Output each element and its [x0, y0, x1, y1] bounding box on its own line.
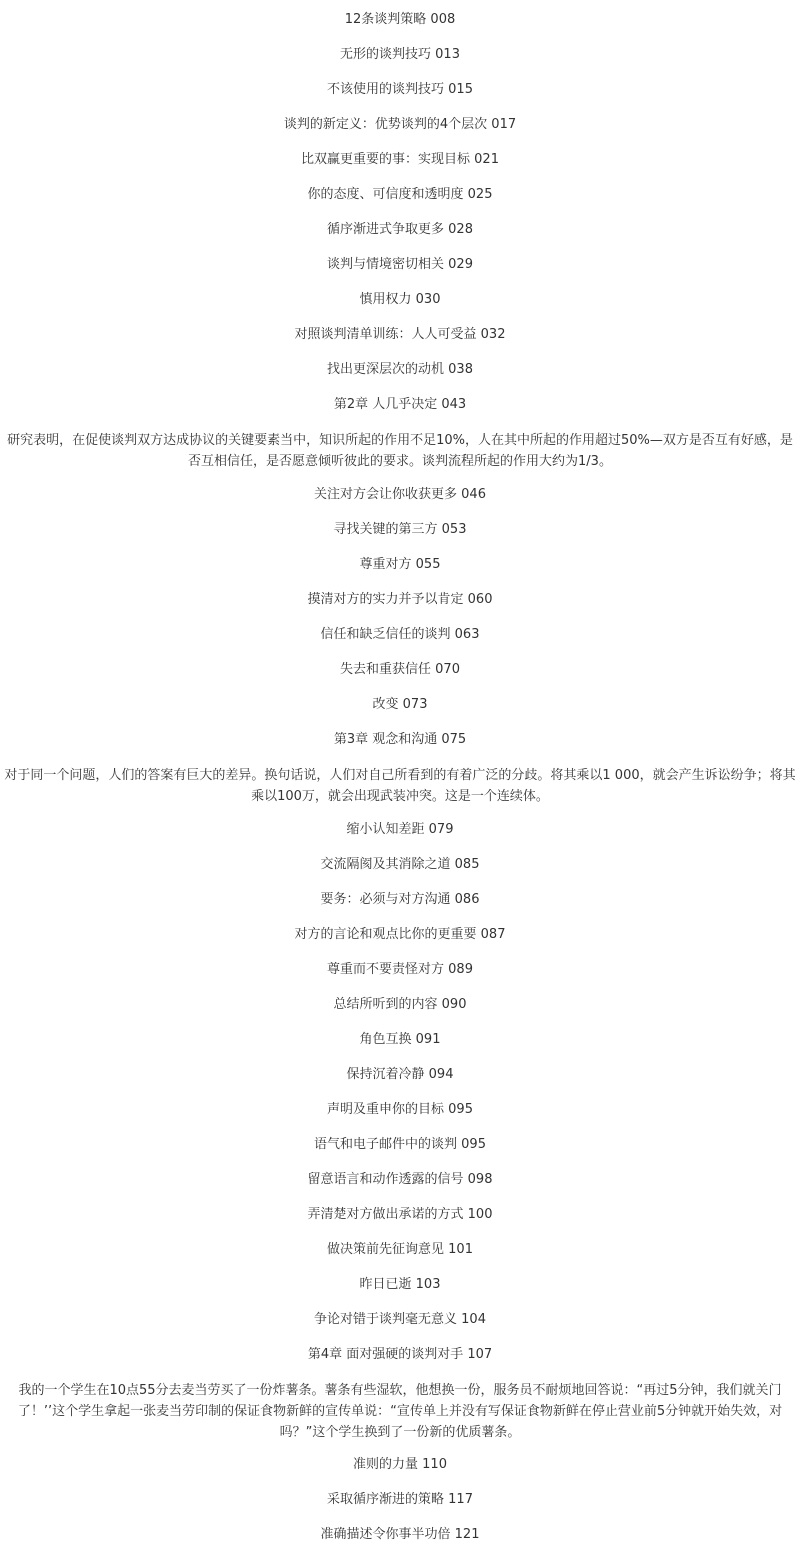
chapter-heading: 第3章 观念和沟通 075 [333, 732, 467, 747]
toc-entry: 弄清楚对方做出承诺的方式 100 [307, 1207, 493, 1222]
toc-entry: 你的态度、可信度和透明度 025 [307, 187, 493, 202]
toc-entry: 要务：必须与对方沟通 086 [320, 892, 480, 907]
toc-entry: 改变 073 [372, 697, 428, 712]
toc-entry: 语气和电子邮件中的谈判 095 [314, 1137, 486, 1152]
toc-entry: 失去和重获信任 070 [340, 662, 460, 677]
toc-entry: 关注对方会让你收获更多 046 [314, 487, 486, 502]
toc-entry: 准确描述令你事半功倍 121 [320, 1527, 480, 1542]
toc-entry: 尊重对方 055 [359, 557, 441, 572]
toc-entry: 对照谈判清单训练：人人可受益 032 [294, 327, 506, 342]
toc-entry: 摸清对方的实力并予以肯定 060 [307, 592, 493, 607]
toc-entry: 慎用权力 030 [359, 292, 441, 307]
toc-entry: 声明及重申你的目标 095 [327, 1102, 473, 1117]
toc-entry: 留意语言和动作透露的信号 098 [307, 1172, 493, 1187]
toc-entry: 寻找关键的第三方 053 [333, 522, 467, 537]
toc-entry: 谈判与情境密切相关 029 [327, 257, 473, 272]
toc-entry: 争论对错于谈判毫无意义 104 [314, 1312, 486, 1327]
toc-entry: 比双赢更重要的事：实现目标 021 [301, 152, 499, 167]
toc-entry: 循序渐进式争取更多 028 [327, 222, 473, 237]
toc-entry: 总结所听到的内容 090 [333, 997, 467, 1012]
chapter-heading: 第4章 面对强硬的谈判对手 107 [307, 1347, 493, 1362]
toc-entry: 保持沉着冷静 094 [346, 1067, 454, 1082]
toc-entry: 对方的言论和观点比你的更重要 087 [294, 927, 506, 942]
toc-entry: 缩小认知差距 079 [346, 822, 454, 837]
toc-entry: 交流隔阂及其消除之道 085 [320, 857, 480, 872]
chapter-heading: 第2章 人几乎决定 043 [333, 397, 467, 412]
chapter-summary: 研究表明，在促使谈判双方达成协议的关键要素当中，知识所起的作用不足10%，人在其中所起的作用超过50%—双方是否互有好感，是否互相信任，是否愿意倾听彼此的要求。谈判流程所起的作用大约为1/3。 [7, 433, 793, 469]
toc-entry: 找出更深层次的动机 038 [327, 362, 473, 377]
toc-entry: 做决策前先征询意见 101 [327, 1242, 473, 1257]
toc-entry: 不该使用的谈判技巧 015 [327, 82, 473, 97]
toc-entry: 尊重而不要责怪对方 089 [327, 962, 473, 977]
chapter-summary: 我的一个学生在10点55分去麦当劳买了一份炸薯条。薯条有些湿软，他想换一份，服务员不耐烦地回答说：“再过5分钟，我们就关门了！’’这个学生拿起一张麦当劳印制的保证食物新鲜的宣传单说：“宣传单上并没有写保证食物新鲜在停止营业前5分钟就开始失效，对吗？”这个学生换到了一份新的优质薯条。 [17, 1383, 783, 1440]
toc-entry: 12条谈判策略 008 [344, 12, 456, 27]
toc-entry: 无形的谈判技巧 013 [340, 47, 460, 62]
toc-entry: 准则的力量 110 [353, 1457, 447, 1472]
toc-entry: 采取循序渐进的策略 117 [327, 1492, 473, 1507]
toc-entry: 昨日已逝 103 [359, 1277, 441, 1292]
toc-entry: 信任和缺乏信任的谈判 063 [320, 627, 480, 642]
chapter-summary: 对于同一个问题，人们的答案有巨大的差异。换句话说，人们对自己所看到的有着广泛的分歧。将其乘以1 000，就会产生诉讼纷争；将其乘以100万，就会出现武装冲突。这是一个连续体。 [4, 768, 796, 804]
toc-entry: 谈判的新定义：优势谈判的4个层次 017 [283, 117, 517, 132]
toc-entry: 角色互换 091 [359, 1032, 441, 1047]
